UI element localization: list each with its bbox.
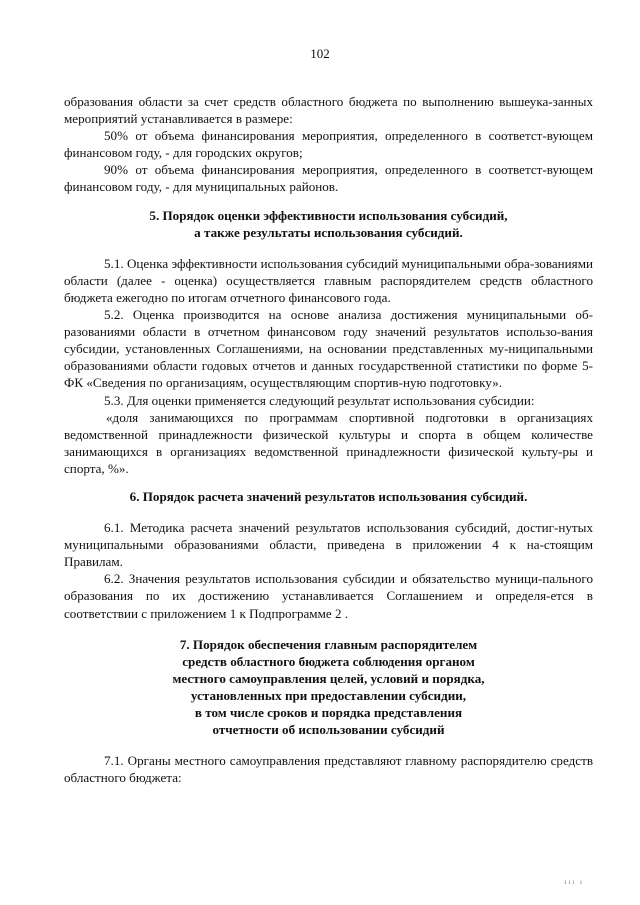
section-5-paragraph-1: 5.1. Оценка эффективности использования субсидий муниципальными обра-зованиями области (далее - оценка) осуществляется главным распорядителем средств областного бюджета ежегодно по итогам отчетного финансового года. (64, 255, 593, 305)
section-7-paragraph-1: 7.1. Органы местного самоуправления представляют главному распорядителю средств областного бюджета: (64, 753, 593, 786)
section-5-heading-line-1: 5. Порядок оценки эффективности использования субсидий, (149, 207, 508, 223)
section-6-heading: 6. Порядок расчета значений результатов использования субсидий. (129, 488, 528, 504)
scan-corner-marks: ııı ı (564, 877, 584, 886)
section-6-paragraph-1: 6.1. Методика расчета значений результатов использования субсидий, достиг-нутых муниципальными образованиями области, приведена в приложении 4 к на-стоящим Правилам. (64, 520, 593, 570)
section-7-heading-line-6: отчетности об использовании субсидий (212, 722, 445, 738)
section-6-paragraph-2: 6.2. Значения результатов использования субсидии и обязательство муници-пального образования по их достижению устанавливается Соглашением и определя-ется в соответствии с приложением 1 к Подпрограмме 2 . (64, 571, 593, 621)
section-5-paragraph-4: «доля занимающихся по программам спортивной подготовки в организациях ведомственной принадлежности физической культуры и спорта в общем количестве занимающихся в организациях ведомственной принадлежности физической культу-ры и спорта, %». (64, 409, 593, 476)
section-7-heading-line-5: в том числе сроков и порядка представления (194, 705, 463, 720)
section-7-heading-line-4: установленных при предоставлении субсидии, (190, 687, 467, 703)
intro-paragraph-1: образования области за счет средств областного бюджета по выполнению вышеука-занных мероприятий устанавливается в размере: (64, 94, 593, 127)
section-7-heading-line-1: 7. Порядок обеспечения главным распорядителем (179, 636, 478, 652)
section-5-heading-line-2: а также результаты использования субсидий. (194, 224, 463, 240)
document-body (64, 93, 593, 786)
section-5-paragraph-2: 5.2. Оценка производится на основе анализа достижения муниципальными об-разованиями области в отчетном финансовом году значений результатов использо-вания субсидии, установленных Соглашениями, на основании представленных му-ниципальными образованиями области годовых отчетов и данных государственной статистики по форме 5-ФК «Сведения по организациям, осуществляющим спортив-ную подготовку». (64, 307, 593, 391)
section-5-paragraph-3: 5.3. Для оценки применяется следующий результат использования субсидии: (104, 392, 535, 408)
section-7-heading (64, 636, 593, 739)
section-7-heading-line-3: местного самоуправления целей, условий и порядка, (172, 670, 485, 686)
intro-paragraph-3: 90% от объема финансирования мероприятия, определенного в соответст-вующем финансовом году, - для муниципальных районов. (64, 162, 593, 195)
intro-paragraph-2: 50% от объема финансирования мероприятия, определенного в соответст-вующем финансовом году, - для городских округов; (64, 128, 593, 161)
page-number: 102 (310, 46, 330, 61)
section-5-heading (64, 207, 593, 241)
section-7-heading-line-2: средств областного бюджета соблюдения органом (182, 653, 475, 669)
